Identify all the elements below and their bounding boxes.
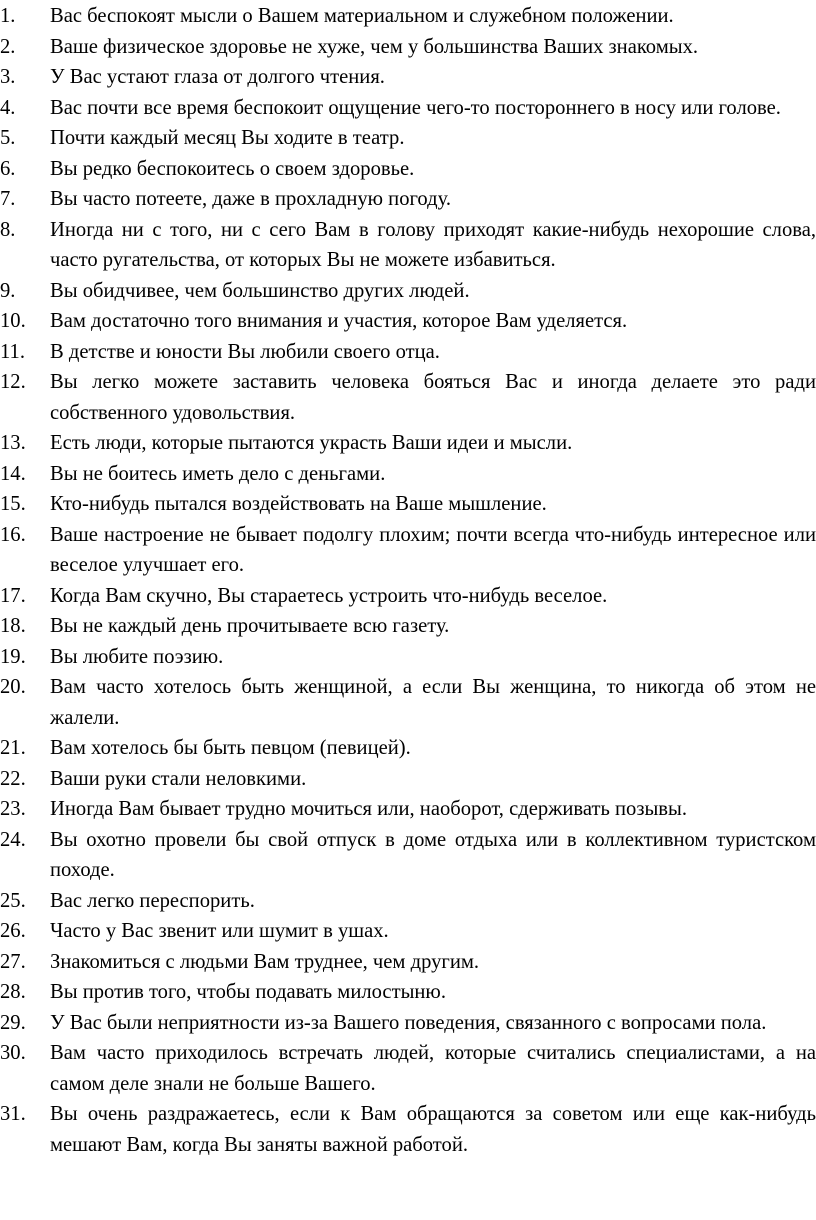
item-text: В детстве и юности Вы любили своего отца. xyxy=(50,340,440,363)
list-item xyxy=(0,672,816,733)
item-number: 31. xyxy=(0,1103,26,1125)
item-text: Знакомиться с людьми Вам труднее, чем другим. xyxy=(50,950,480,973)
item-number: 25. xyxy=(0,889,26,912)
list-item xyxy=(0,825,816,886)
item-text: Вас почти все время беспокоит ощущение чего-то постороннего в носу или голове. xyxy=(50,96,781,119)
list-item xyxy=(0,886,816,917)
item-text: Вы охотно провели бы свой отпуск в доме отдыха или в коллективном туристском походе. xyxy=(50,828,816,881)
item-text: Ваши руки стали неловкими. xyxy=(50,767,307,790)
item-number: 16. xyxy=(0,523,26,546)
item-number: 22. xyxy=(0,767,26,790)
item-text: Почти каждый месяц Вы ходите в театр. xyxy=(50,127,405,149)
item-number: 12. xyxy=(0,371,26,393)
item-text: Вам достаточно того внимания и участия, которое Вам уделяется. xyxy=(50,310,628,332)
list-item xyxy=(0,947,816,978)
item-number: 4. xyxy=(0,96,16,119)
list-item xyxy=(0,337,816,368)
item-number: 17. xyxy=(0,584,26,607)
item-number: 27. xyxy=(0,950,26,973)
item-number: 13. xyxy=(0,432,26,454)
list-item xyxy=(0,489,816,520)
list-item xyxy=(0,733,816,764)
item-number: 2. xyxy=(0,35,16,58)
item-number: 23. xyxy=(0,798,26,820)
list-item xyxy=(0,154,816,185)
list-item xyxy=(0,611,816,642)
list-item xyxy=(0,520,816,581)
item-number: 3. xyxy=(0,66,16,88)
item-text: У Вас устают глаза от долгого чтения. xyxy=(50,66,385,88)
item-text: Вы обидчивее, чем большинство других людей. xyxy=(50,279,470,302)
item-text: Вы против того, чтобы подавать милостыню. xyxy=(50,981,446,1003)
list-item xyxy=(0,764,816,795)
item-number: 6. xyxy=(0,157,16,180)
list-item xyxy=(0,1,816,32)
list-item xyxy=(0,306,816,337)
item-text: Есть люди, которые пытаются украсть Ваши идеи и мысли. xyxy=(50,432,573,454)
item-number: 8. xyxy=(0,218,16,241)
list-item xyxy=(0,459,816,490)
list-item xyxy=(0,794,816,825)
item-text: Вам часто приходилось встречать людей, которые считались специалистами, а на самом деле знали не больше Вашего. xyxy=(50,1042,816,1095)
list-item xyxy=(0,123,816,154)
list-item xyxy=(0,62,816,93)
item-number: 29. xyxy=(0,1011,26,1034)
list-item xyxy=(0,428,816,459)
list-item xyxy=(0,581,816,612)
item-text: Ваше физическое здоровье не хуже, чем у большинства Ваших знакомых. xyxy=(50,35,699,58)
item-number: 30. xyxy=(0,1042,26,1064)
item-text: Вы легко можете заставить человека бояться Вас и иногда делаете это ради собственного удовольствия. xyxy=(50,371,816,424)
item-number: 21. xyxy=(0,737,26,759)
item-number: 9. xyxy=(0,279,16,302)
list-item xyxy=(0,276,816,307)
item-text: У Вас были неприятности из-за Вашего поведения, связанного с вопросами пола. xyxy=(50,1011,767,1034)
item-number: 11. xyxy=(0,340,25,363)
list-item xyxy=(0,367,816,428)
item-number: 18. xyxy=(0,615,26,637)
list-item xyxy=(0,32,816,63)
item-number: 14. xyxy=(0,462,26,485)
item-text: Вы очень раздражаетесь, если к Вам обращаются за советом или еще как-нибудь мешают Вам, когда Вы заняты важной работой. xyxy=(50,1103,816,1156)
item-text: Когда Вам скучно, Вы стараетесь устроить что-нибудь веселое. xyxy=(50,584,608,607)
list-item xyxy=(0,215,816,276)
item-text: Вам хотелось бы быть певцом (певицей). xyxy=(50,737,411,759)
item-text: Кто-нибудь пытался воздействовать на Ваше мышление. xyxy=(50,493,547,515)
item-text: Вас легко переспорить. xyxy=(50,889,255,912)
item-text: Иногда Вам бывает трудно мочиться или, наоборот, сдерживать позывы. xyxy=(50,798,687,820)
item-number: 10. xyxy=(0,310,26,332)
list-item xyxy=(0,1008,816,1039)
item-text: Вы редко беспокоитесь о своем здоровье. xyxy=(50,157,415,180)
item-number: 5. xyxy=(0,127,16,149)
list-item xyxy=(0,93,816,124)
list-item xyxy=(0,642,816,673)
item-text: Вы часто потеете, даже в прохладную погоду. xyxy=(50,188,451,210)
item-text: Иногда ни с того, ни с сего Вам в голову приходят какие-нибудь нехорошие слова, часто ругательства, от которых Вы не можете избавиться. xyxy=(50,218,816,271)
question-list xyxy=(0,1,816,1160)
item-text: Вам часто хотелось быть женщиной, а если Вы женщина, то никогда об этом не жалели. xyxy=(50,676,816,729)
list-item xyxy=(0,184,816,215)
item-number: 19. xyxy=(0,645,26,668)
item-text: Вы не каждый день прочитываете всю газету. xyxy=(50,615,450,637)
item-text: Часто у Вас звенит или шумит в ушах. xyxy=(50,920,389,942)
list-item xyxy=(0,1099,816,1160)
item-text: Вас беспокоят мысли о Вашем материальном и служебном положении. xyxy=(50,5,674,27)
item-text: Ваше настроение не бывает подолгу плохим; почти всегда что-нибудь интересное или веселое улучшает его. xyxy=(50,523,816,576)
list-item xyxy=(0,1038,816,1099)
item-number: 24. xyxy=(0,828,26,851)
item-text: Вы любите поэзию. xyxy=(50,645,224,668)
list-item xyxy=(0,977,816,1008)
item-number: 1. xyxy=(0,5,16,27)
list-item xyxy=(0,916,816,947)
item-number: 7. xyxy=(0,188,16,210)
item-text: Вы не боитесь иметь дело с деньгами. xyxy=(50,462,386,485)
item-number: 28. xyxy=(0,981,26,1003)
item-number: 26. xyxy=(0,920,26,942)
item-number: 20. xyxy=(0,676,26,698)
item-number: 15. xyxy=(0,493,26,515)
